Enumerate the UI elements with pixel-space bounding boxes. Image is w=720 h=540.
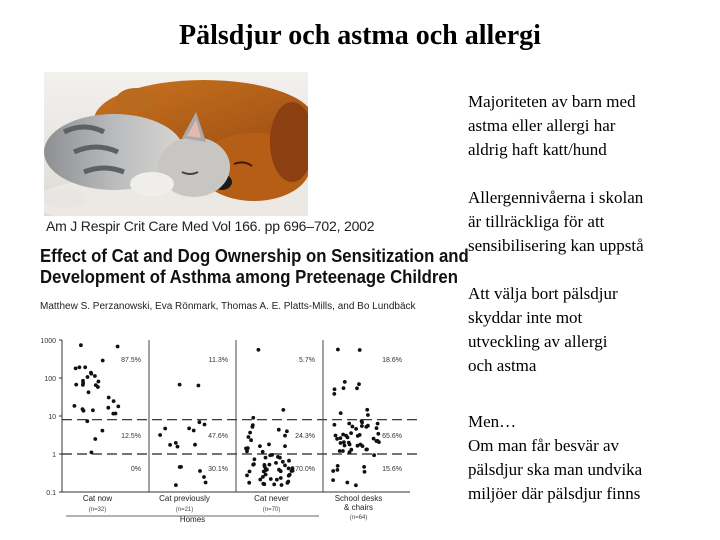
data-point xyxy=(355,386,359,390)
data-point xyxy=(73,404,77,408)
paper-title-line-1: Effect of Cat and Dog Ownership on Sensitization and xyxy=(40,246,469,266)
data-point xyxy=(346,436,350,440)
data-point xyxy=(81,407,85,411)
data-point xyxy=(74,383,78,387)
data-point xyxy=(79,343,83,347)
data-point xyxy=(244,447,248,451)
data-point xyxy=(287,474,291,478)
data-point xyxy=(363,470,367,474)
data-point xyxy=(351,425,355,429)
category-n-label: (n=64) xyxy=(349,515,368,521)
data-point xyxy=(372,437,376,441)
data-point xyxy=(332,392,336,396)
data-point xyxy=(341,433,345,437)
percent-label: 0% xyxy=(130,466,141,474)
data-point xyxy=(252,462,256,466)
homes-group-label: Homes xyxy=(179,515,206,524)
data-point xyxy=(174,483,178,487)
data-point xyxy=(333,387,337,391)
data-point xyxy=(356,434,360,438)
data-point xyxy=(248,431,252,435)
data-point xyxy=(291,469,295,473)
data-point xyxy=(342,386,346,390)
data-point xyxy=(106,406,110,410)
data-point xyxy=(114,412,118,416)
data-point xyxy=(356,444,360,448)
notes-column xyxy=(468,90,708,530)
percent-label: 30.1% xyxy=(208,466,228,474)
data-point xyxy=(343,444,347,448)
data-point xyxy=(343,380,347,384)
data-point xyxy=(253,457,257,461)
y-tick-label: 1 xyxy=(52,452,56,459)
data-point xyxy=(365,408,369,412)
data-point xyxy=(262,482,266,486)
data-point xyxy=(354,483,358,487)
data-point xyxy=(178,383,182,387)
data-point xyxy=(174,441,178,445)
data-point xyxy=(168,443,172,447)
data-point xyxy=(377,440,381,444)
data-point xyxy=(281,460,285,464)
data-point xyxy=(78,365,82,369)
y-tick-label: 0.1 xyxy=(46,490,56,497)
data-point xyxy=(247,435,251,439)
note-advice: Men… Om man får besvär av pälsdjur ska man undvika miljöer där pälsdjur finns xyxy=(468,412,643,503)
percent-label: 12.5% xyxy=(121,432,141,440)
data-point xyxy=(360,419,364,423)
data-point xyxy=(203,423,207,427)
data-point xyxy=(179,465,183,469)
data-point xyxy=(251,416,255,420)
data-point xyxy=(339,411,343,415)
data-point xyxy=(93,374,97,378)
data-point xyxy=(345,481,349,485)
data-point xyxy=(91,408,95,412)
slide-title: Pälsdjur och astma och allergi xyxy=(179,20,541,51)
note-avoiding-pets: Att välja bort pälsdjur skyddar inte mot utveckling av allergi och astma xyxy=(468,284,618,375)
data-point xyxy=(261,450,265,454)
data-point xyxy=(360,424,364,428)
data-point xyxy=(358,348,362,352)
data-point xyxy=(331,478,335,482)
data-point xyxy=(338,449,342,453)
data-point xyxy=(197,384,201,388)
data-point xyxy=(376,422,380,426)
data-point xyxy=(357,382,361,386)
data-point xyxy=(347,422,351,426)
category-label-line-2: & chairs xyxy=(344,503,373,512)
y-tick-label: 10 xyxy=(48,414,56,421)
data-point xyxy=(376,432,380,436)
data-point xyxy=(347,441,351,445)
data-point xyxy=(247,481,251,485)
data-point xyxy=(348,450,352,454)
data-point xyxy=(272,483,276,487)
data-point xyxy=(86,375,90,379)
data-point xyxy=(364,448,368,452)
category-label: School desks xyxy=(334,494,383,503)
data-point xyxy=(372,453,376,457)
percent-label: 18.6% xyxy=(382,356,402,364)
data-point xyxy=(83,365,87,369)
data-point xyxy=(354,427,358,431)
data-point xyxy=(245,474,249,478)
data-point xyxy=(283,434,287,438)
data-point xyxy=(258,444,262,448)
data-point xyxy=(333,423,337,427)
data-point xyxy=(375,426,379,430)
y-tick-label: 100 xyxy=(44,376,56,383)
data-point xyxy=(269,477,273,481)
percent-label: 24.3% xyxy=(295,432,315,440)
data-point xyxy=(204,481,208,485)
category-label: Cat never xyxy=(254,494,289,503)
data-point xyxy=(331,469,335,473)
percent-label: 65.6% xyxy=(382,432,402,440)
data-point xyxy=(176,445,180,449)
data-point xyxy=(248,470,252,474)
category-n-label: (n=70) xyxy=(262,507,281,513)
paper-authors: Matthew S. Perzanowski, Eva Rönmark, Thomas A. E. Platts-Mills, and Bo Lundbäck xyxy=(40,301,416,312)
data-point xyxy=(267,443,271,447)
data-point xyxy=(96,385,100,389)
data-point xyxy=(336,348,340,352)
data-point xyxy=(116,405,120,409)
data-point xyxy=(158,433,162,437)
data-point xyxy=(107,396,111,400)
data-point xyxy=(263,465,267,469)
data-point xyxy=(93,437,97,441)
data-point xyxy=(87,390,91,394)
data-point xyxy=(264,473,268,477)
data-point xyxy=(202,475,206,479)
data-point xyxy=(366,424,370,428)
data-point xyxy=(265,468,269,472)
data-point xyxy=(257,348,261,352)
data-point xyxy=(187,427,191,431)
data-point xyxy=(336,468,340,472)
data-point xyxy=(249,438,253,442)
data-point xyxy=(101,359,105,363)
note-majority: Majoriteten av barn med astma eller allergi har aldrig haft katt/hund xyxy=(468,92,636,159)
data-point xyxy=(85,419,89,423)
data-point xyxy=(349,431,353,435)
data-point xyxy=(198,469,202,473)
data-point xyxy=(277,468,281,472)
data-point xyxy=(339,436,343,440)
data-point xyxy=(97,380,101,384)
data-point xyxy=(336,464,340,468)
data-point xyxy=(278,456,282,460)
data-point xyxy=(264,456,268,460)
data-point xyxy=(192,429,196,433)
y-tick-label: 1000 xyxy=(40,338,56,345)
allergen-scatter-plot xyxy=(0,326,430,526)
category-n-label: (n=21) xyxy=(175,507,194,513)
category-label: Cat now xyxy=(82,494,113,503)
data-point xyxy=(283,444,287,448)
data-point xyxy=(275,478,279,482)
note-school-allergens: Allergennivåerna i skolan är tillräckliga för att sensibilisering kan uppstå xyxy=(468,188,644,255)
percent-label: 5.7% xyxy=(299,356,315,364)
data-point xyxy=(285,429,289,433)
data-point xyxy=(335,437,339,441)
paper-title-line-2: Development of Asthma among Preteenage Children xyxy=(40,267,458,287)
data-point xyxy=(287,459,291,463)
data-point xyxy=(101,429,105,433)
cat-and-dog-photo xyxy=(44,72,308,216)
data-point xyxy=(268,453,272,457)
data-point xyxy=(112,399,116,403)
data-point xyxy=(258,478,262,482)
data-point xyxy=(163,427,167,431)
journal-citation: Am J Respir Crit Care Med Vol 166. pp 696–702, 2002 xyxy=(46,218,375,234)
data-point xyxy=(89,371,93,375)
data-point xyxy=(268,463,272,467)
data-point xyxy=(334,434,338,438)
data-point xyxy=(198,420,202,424)
data-point xyxy=(90,451,94,455)
percent-label: 15.6% xyxy=(382,466,402,474)
percent-label: 11.3% xyxy=(208,356,228,364)
percent-label: 47.6% xyxy=(208,432,228,440)
data-point xyxy=(116,345,120,349)
data-point xyxy=(280,483,284,487)
data-point xyxy=(193,443,197,447)
data-point xyxy=(366,413,370,417)
data-point xyxy=(274,461,278,465)
data-point xyxy=(74,367,78,371)
paper-title xyxy=(40,246,469,288)
data-point xyxy=(277,428,281,432)
data-point xyxy=(279,476,283,480)
data-point xyxy=(251,425,255,429)
percent-label: 70.0% xyxy=(295,466,315,474)
data-point xyxy=(281,408,285,412)
data-point xyxy=(342,440,346,444)
data-point xyxy=(283,464,287,468)
category-label: Cat previously xyxy=(159,494,210,503)
percent-label: 87.5% xyxy=(121,356,141,364)
data-point xyxy=(362,465,366,469)
data-point xyxy=(339,441,343,445)
data-point xyxy=(286,480,290,484)
data-point xyxy=(81,381,85,385)
data-point xyxy=(287,467,291,471)
category-n-label: (n=32) xyxy=(88,507,107,513)
